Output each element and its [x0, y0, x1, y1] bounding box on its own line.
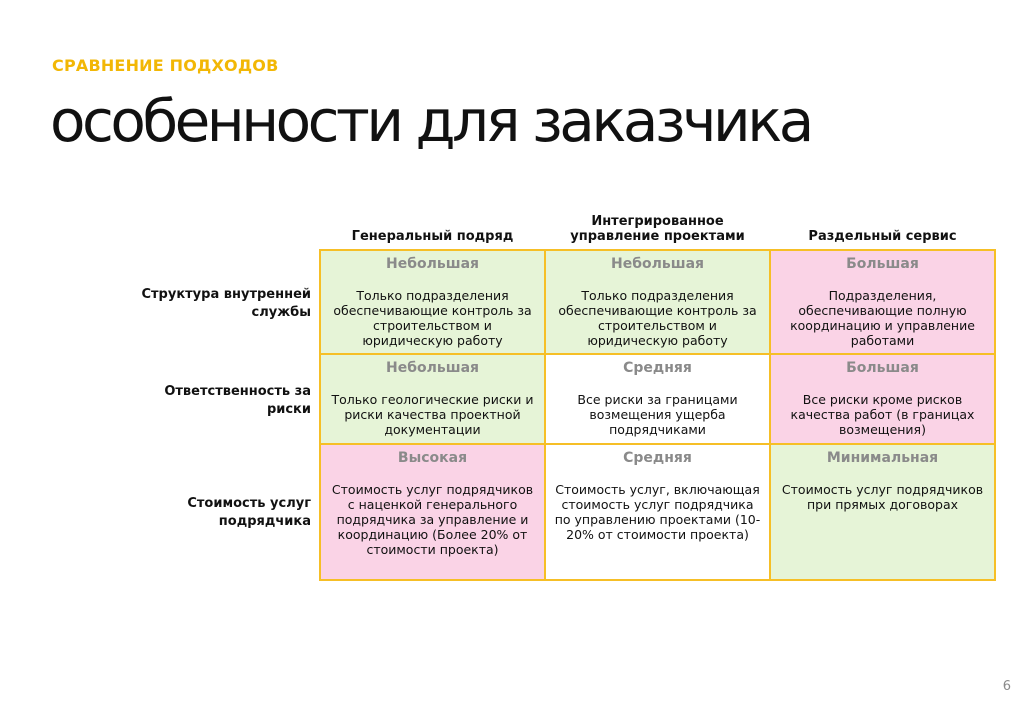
cell-description: Стоимость услуг подрядчиков с наценкой генерального подрядчика за управление и координацию (Более 20% от стоимости проекта) [331, 482, 534, 557]
cell-description: Только подразделения обеспечивающие контроль за строительством и юридическую работу [333, 288, 532, 348]
cell-level: Средняя [623, 450, 692, 466]
cell-level: Небольшая [385, 360, 480, 376]
row-header-contractor-cost: Стоимость услуг подрядчика [187, 496, 311, 529]
row-header-risk-responsibility: Ответственность за риски [164, 384, 311, 417]
cell-description: Все риски кроме рисков качества работ (в границах возмещения) [790, 392, 975, 437]
comparison-table [319, 249, 996, 581]
table-cell [546, 251, 769, 353]
column-header-separate-service: Раздельный сервис [808, 229, 957, 244]
page-title: особенности для заказчика [50, 87, 811, 155]
cell-description: Подразделения, обеспечивающие полную координацию и управление работами [790, 288, 975, 348]
cell-level: Большая [846, 360, 919, 376]
cell-description: Только подразделения обеспечивающие контроль за строительством и юридическую работу [558, 288, 757, 348]
cell-level: Минимальная [826, 450, 939, 466]
cell-description: Стоимость услуг, включающая стоимость услуг подрядчика по управлению проектами (10-20% от стоимости проекта) [554, 482, 761, 542]
table-cell [771, 445, 994, 579]
table-cell [771, 251, 994, 353]
table-cell [321, 251, 544, 353]
cell-description: Все риски за границами возмещения ущерба подрядчиками [577, 392, 738, 437]
table-cell [546, 445, 769, 579]
cell-description: Только геологические риски и риски качества проектной документации [331, 392, 534, 437]
table-cell [546, 355, 769, 443]
section-subtitle: СРАВНЕНИЕ ПОДХОДОВ [52, 56, 279, 75]
table-cell [771, 355, 994, 443]
cell-level: Большая [846, 256, 919, 272]
column-header-integrated-management: Интегрированное управление проектами [570, 214, 745, 244]
row-header-internal-structure: Структура внутренней службы [141, 287, 311, 320]
table-cell [321, 355, 544, 443]
cell-level: Небольшая [385, 256, 480, 272]
page-number: 6 [1002, 679, 1011, 694]
column-header-general-contract: Генеральный подряд [351, 229, 514, 244]
table-cell [321, 445, 544, 579]
cell-level: Средняя [623, 360, 692, 376]
cell-description: Стоимость услуг подрядчиков при прямых договорах [781, 482, 984, 512]
cell-level: Небольшая [610, 256, 705, 272]
cell-level: Высокая [397, 450, 468, 466]
